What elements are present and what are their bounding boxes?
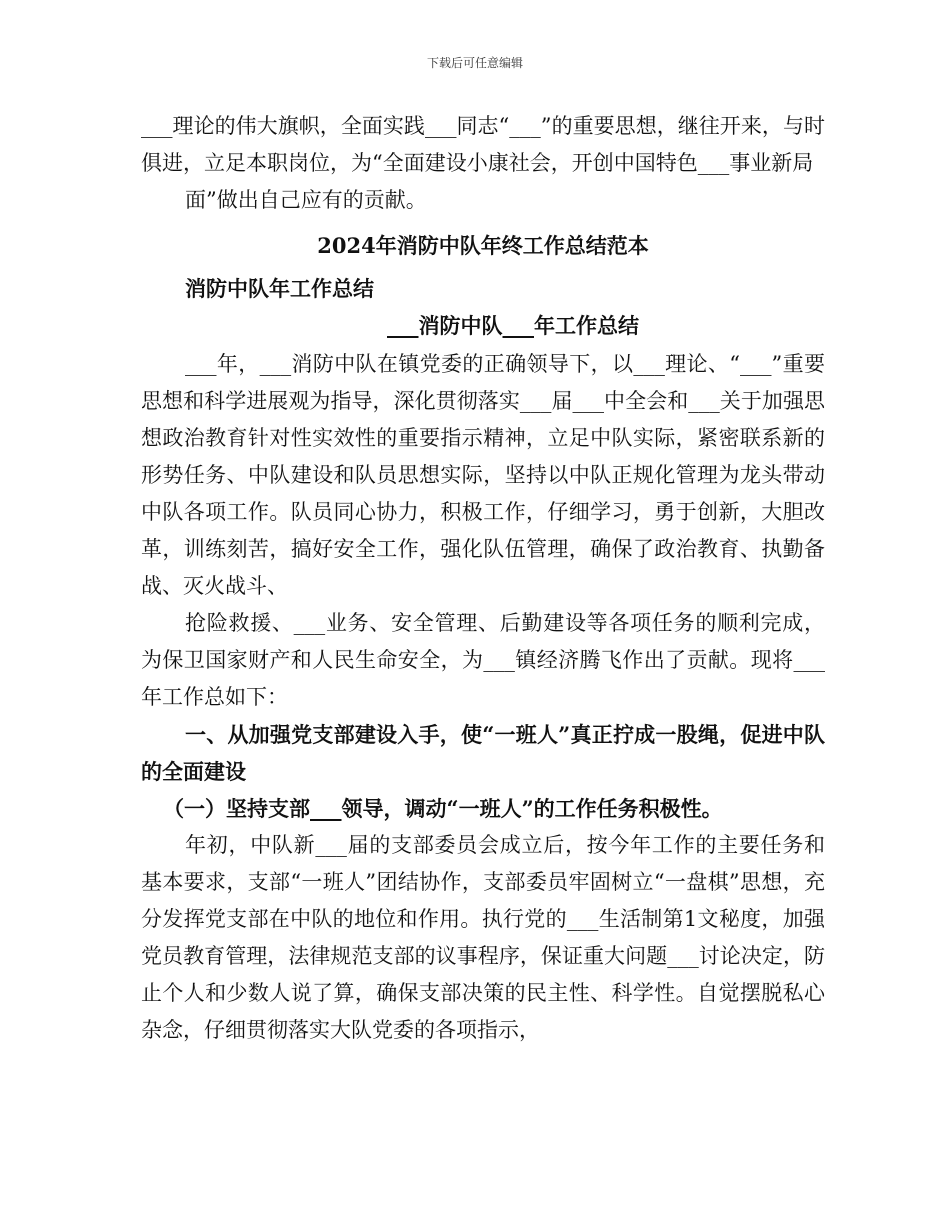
document-body bbox=[141, 108, 825, 1049]
document-subtitle: 消防中队年工作总结 bbox=[185, 276, 374, 301]
section-heading-2: （一）坚持支部___领导，调动“一班人”的工作任务积极性。 bbox=[163, 796, 723, 821]
page-header: 下载后可任意编辑 bbox=[426, 56, 523, 70]
paragraph-4: 抢险救援、___业务、安全管理、后勤建设等各项任务的顺利完成，为保卫国家财产和人民生命安全，为___镇经济腾飞作出了贡献。现将___年工作总如下： bbox=[141, 611, 825, 709]
paragraph-2: 面”做出自己应有的贡献。 bbox=[185, 188, 427, 212]
section-heading-1: 一、从加强党支部建设入手，使“一班人”真正拧成一股绳，促进中队的全面建设 bbox=[141, 722, 825, 784]
document-subtitle-centered: ___消防中队___年工作总结 bbox=[387, 313, 639, 338]
paragraph-5: 年初，中队新___届的支部委员会成立后，按今年工作的主要任务和基本要求，支部“一班人”团结协作，支部委员牢固树立“一盘棋”思想，充分发挥党支部在中队的地位和作用。执行党的___生活制第1文秘度，加强党员教育管理，法律规范支部的议事程序，保证重大问题___讨论决定，防止个人和少数人说了算，确保支部决策的民主性、科学性。自觉摆脱私心杂念，仔细贯彻落实大队党委的各项指示， bbox=[141, 833, 825, 1042]
document-title: 2024年消防中队年终工作总结范本 bbox=[317, 233, 649, 258]
paragraph-1: ___理论的伟大旗帜，全面实践___同志“___”的重要思想，继往开来，与时俱进，立足本职岗位，为“全面建设小康社会，开创中国特色___事业新局 bbox=[141, 114, 825, 175]
paragraph-3: ___年，___消防中队在镇党委的正确领导下，以___理论、“___”重要思想和科学进展观为指导，深化贯彻落实___届___中全会和___关于加强思想政治教育针对性实效性的重要指示精神，立足中队实际，紧密联系新的形势任务、中队建设和队员思想实际，坚持以中队正规化管理为龙头带动中队各项工作。队员同心协力，积极工作，仔细学习，勇于创新，大胆改革，训练刻苦，搞好安全工作，强化队伍管理，确保了政治教育、执勤备战、灭火战斗、 bbox=[141, 352, 825, 598]
